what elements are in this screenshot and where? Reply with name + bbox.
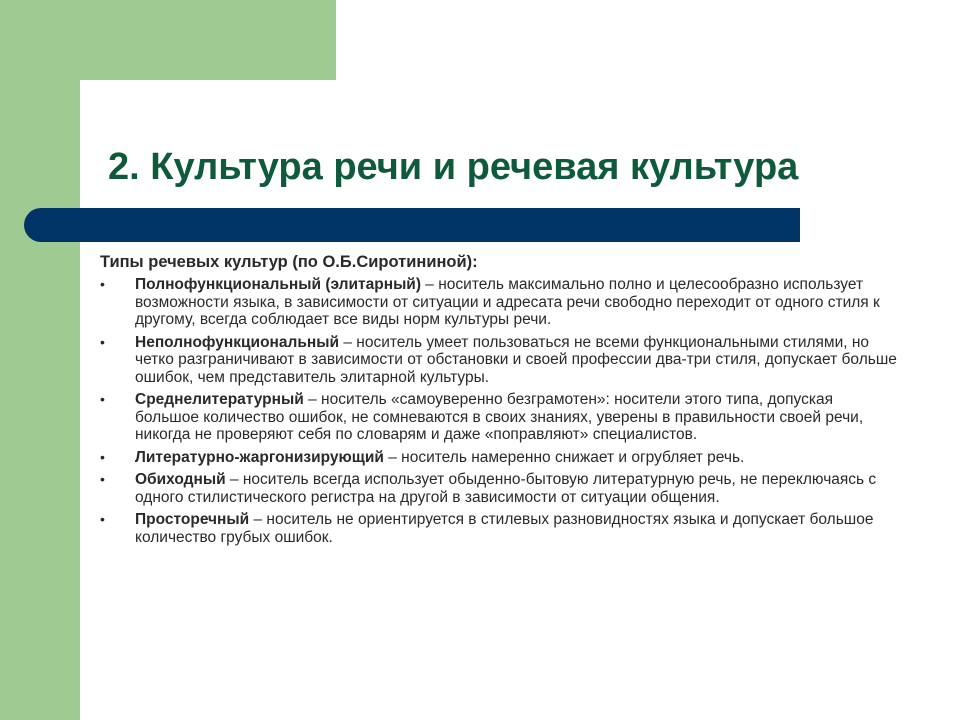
item-text: – носитель не ориентируется в стилевых разновидностях языка и допускает большое количество грубых ошибок. (135, 511, 874, 546)
item-text: – носитель намеренно снижает и огрубляет речь. (383, 448, 745, 466)
item-term: Просторечный (135, 511, 250, 528)
list-item (100, 449, 900, 467)
item-term: Обиходный (135, 471, 226, 488)
list-item (100, 471, 900, 506)
bullet-icon: • (100, 448, 105, 465)
culture-types-list (100, 276, 900, 546)
list-item (100, 334, 900, 387)
bullet-icon: • (100, 391, 105, 407)
list-item (100, 276, 900, 329)
bullet-icon: • (100, 276, 105, 292)
bullet-icon: • (100, 333, 105, 350)
bullet-icon: • (100, 511, 105, 527)
list-item (100, 391, 900, 444)
decor-green-sidebar (0, 0, 80, 720)
item-term: Среднелитературный (135, 391, 304, 408)
item-term: Литературно-жаргонизирующий (135, 448, 384, 466)
bullet-icon: • (100, 471, 105, 487)
slide-title: 2. Культура речи и речевая культура (108, 146, 799, 188)
item-term: Полнофункциональный (элитарный) (135, 276, 421, 293)
list-item (100, 511, 900, 546)
item-text: – носитель умеет пользоваться не всеми функциональными стилями, но четко разграничивают в зависимости от обстановки и своей профессии два-три стиля, допускает больше ошибок, чем представитель элитарной культуры. (135, 333, 897, 386)
slide-subtitle: Типы речевых культур (по О.Б.Сиротининой): (100, 253, 478, 271)
item-text: – носитель максимально полно и целесообразно использует возможности языка, в зависимости от ситуации и адресата речи свободно переходит от одного стиля к другому, всегда соблюдает все виды норм культуры речи. (135, 276, 880, 328)
item-term: Неполнофункциональный (135, 333, 340, 351)
item-text: – носитель «самоуверенно безграмотен»: носители этого типа, допуская большое количество ошибок, не сомневаются в своих знаниях, уверены в правильности своей речи, никогда не проверяют себя по словарям и даже «поправляют» специалистов. (135, 391, 864, 443)
decor-green-top-block (0, 0, 336, 80)
slide-content (100, 252, 900, 551)
item-text: – носитель всегда использует обыденно-бытовую литературную речь, не переключаясь с одного стилистического регистра на другой в зависимости от ситуации общения. (135, 471, 877, 506)
title-underline-bar (24, 208, 800, 242)
